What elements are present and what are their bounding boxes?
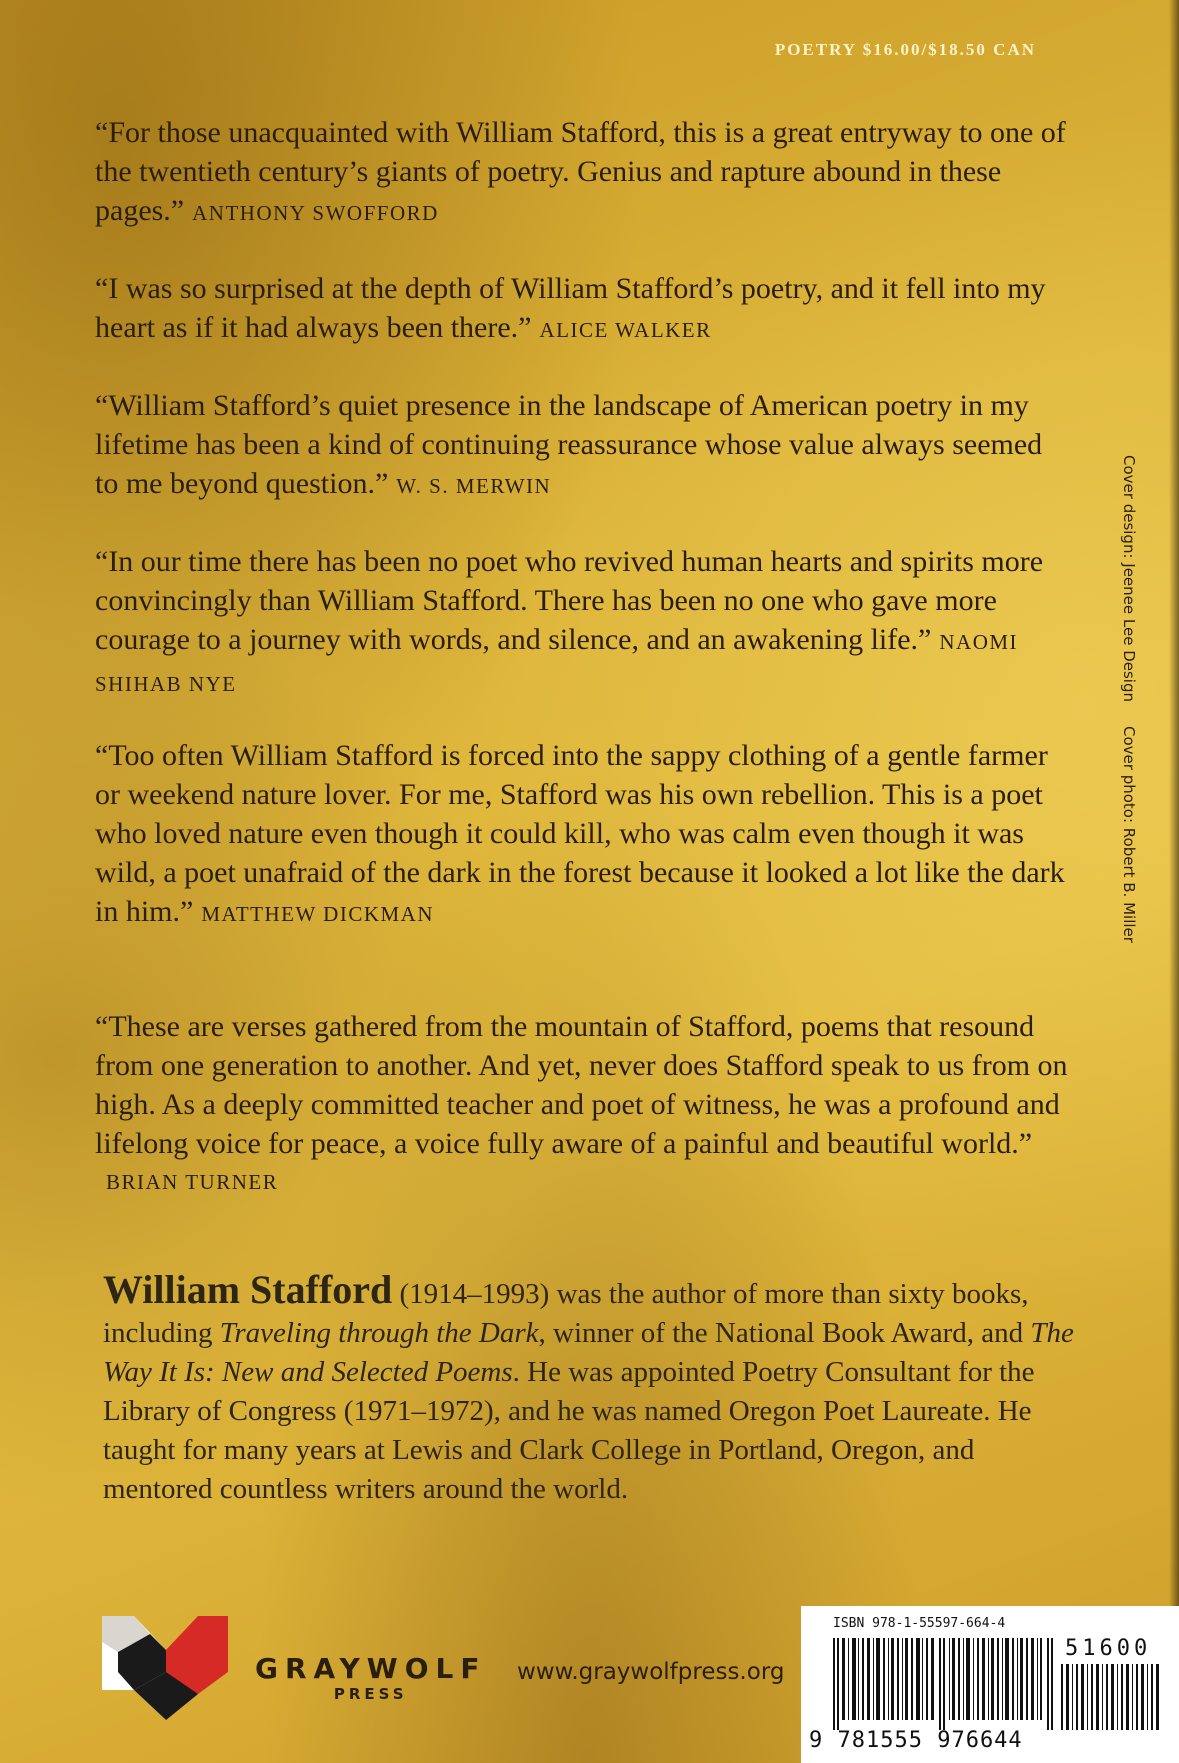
book-title: Traveling through the Dark bbox=[219, 1317, 539, 1349]
quote-text: “These are verses gathered from the mountain of Stafford, poems that resound from one generation to another. And yet, never does Stafford speak to us from on high. As a deeply committed teacher and poet of witness, he was a profound and lifelong voice for peace, a voice fully aware of a painful and beautiful world.” bbox=[95, 1010, 1068, 1160]
bio-text: (1914–1993) was the author of more than sixty books, including bbox=[103, 1278, 1029, 1349]
barcode-panel bbox=[801, 1606, 1179, 1763]
cover-design-credit: Cover design: Jeenee Lee Design bbox=[1120, 455, 1138, 702]
blurb-quote bbox=[95, 736, 1070, 934]
publisher-name: GRAYWOLF bbox=[255, 1652, 487, 1685]
book-title: The Way It Is: New and Selected Poems bbox=[103, 1317, 1074, 1388]
cover-photo-credit: Cover photo: Robert B. Miller bbox=[1120, 726, 1138, 943]
isbn-number: ISBN 978-1-55597-664-4 bbox=[833, 1616, 1006, 1631]
quote-text: “Too often William Stafford is forced into the sappy clothing of a gentle farmer or weekend nature lover. For me, Stafford was his own rebellion. This is a poet who loved nature even though it could kill, who was calm even though it was wild, a poet unafraid of the dark in the forest because it looked a lot like the dark in him.” bbox=[95, 739, 1065, 928]
quote-attribution: ALICE WALKER bbox=[539, 318, 712, 342]
quote-attribution: W. S. MERWIN bbox=[396, 474, 552, 498]
price-addon-barcode-icon bbox=[1059, 1664, 1163, 1730]
blurb-quote bbox=[95, 113, 1070, 233]
ean-barcode-icon bbox=[831, 1638, 1057, 1730]
quote-text: “For those unacquainted with William Stafford, this is a great entryway to one of the twentieth century’s giants of poetry. Genius and rapture abound in these pages.” bbox=[95, 116, 1066, 227]
quote-text: “In our time there has been no poet who revived human hearts and spirits more convincingly than William Stafford. There has been no one who gave more courage to a journey with words, and silence, and an awakening life.” bbox=[95, 545, 1044, 656]
ean-number: 9 781555 976644 bbox=[809, 1728, 1023, 1753]
publisher-sub: PRESS bbox=[333, 1685, 408, 1703]
blurb-quote bbox=[95, 269, 1070, 350]
quote-attribution: NAOMI SHIHAB NYE bbox=[95, 630, 1019, 696]
bio-text: . He was appointed Poetry Consultant for the Library of Congress (1971–1972), and he was named Oregon Poet Laureate. He taught for many years at Lewis and Clark College in Portland, Oregon, and mentored countless writers around the world. bbox=[103, 1356, 1035, 1505]
blurb-quote bbox=[95, 386, 1070, 506]
quote-attribution: BRIAN TURNER bbox=[106, 1170, 279, 1194]
graywolf-logo-icon bbox=[100, 1612, 230, 1722]
publisher-wordmark bbox=[255, 1652, 486, 1703]
author-bio bbox=[103, 1267, 1083, 1509]
spine-shadow bbox=[1169, 0, 1179, 1763]
blurb-quote bbox=[95, 542, 1070, 704]
quote-attribution: ANTHONY SWOFFORD bbox=[192, 201, 439, 225]
price-code: 51600 bbox=[1065, 1636, 1152, 1661]
price-label: POETRY $16.00/$18.50 CAN bbox=[774, 40, 1036, 59]
quote-attribution: MATTHEW DICKMAN bbox=[201, 902, 435, 926]
quote-text: “William Stafford’s quiet presence in the landscape of American poetry in my lifetime has been a kind of continuing reassurance whose value always seemed to me beyond question.” bbox=[95, 389, 1043, 500]
quote-text: “I was so surprised at the depth of William Stafford’s poetry, and it fell into my heart as if it had always been there.” bbox=[95, 272, 1046, 344]
author-name: William Stafford bbox=[103, 1267, 393, 1312]
bio-text: , winner of the National Book Award, and bbox=[538, 1317, 1031, 1349]
blurb-quote bbox=[95, 1007, 1070, 1202]
cover-credits bbox=[1120, 455, 1138, 967]
publisher-website: www.graywolfpress.org bbox=[517, 1659, 785, 1685]
